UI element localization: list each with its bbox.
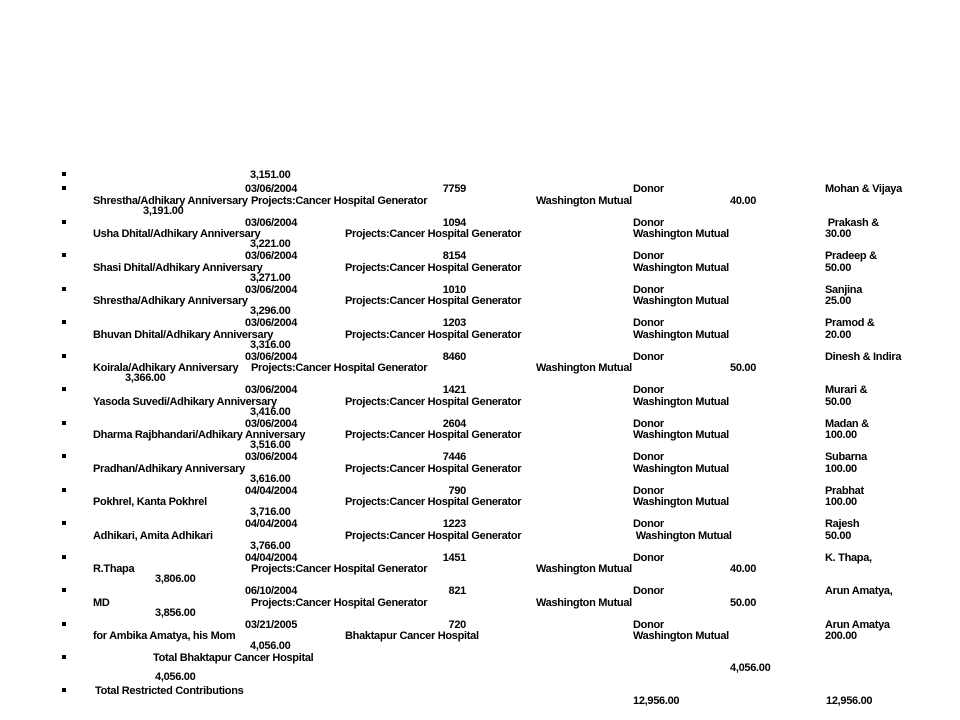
entry-donor: Dinesh & Indira [825, 350, 902, 363]
grand-total-amount-right: 12,956.00 [826, 694, 873, 707]
entry-memo: Projects:Cancer Hospital Generator [345, 228, 522, 240]
bullet-icon [62, 454, 66, 458]
entry-donor: K. Thapa, [825, 551, 872, 564]
entry-date: 04/04/2004 [245, 484, 298, 497]
entry-num: 2604 [442, 417, 466, 430]
entry-balance: 3,366.00 [125, 372, 166, 384]
bullet-icon [62, 588, 66, 592]
entry-memo: Projects:Cancer Hospital Generator [345, 529, 522, 542]
entry-num: 7446 [442, 451, 466, 463]
entry-memo: Projects:Cancer Hospital Generator [251, 596, 428, 609]
entry-date: 04/04/2004 [245, 518, 298, 530]
entry-amount: 50.00 [825, 529, 852, 542]
entry-balance: 3,856.00 [155, 606, 196, 619]
entry-name: Yasoda Suvedi/Adhikary Anniversary [93, 395, 277, 408]
entry-donor: Prakash & [825, 216, 879, 229]
entry-amount: 50.00 [825, 395, 852, 408]
bullet-icon [62, 220, 66, 224]
bullet-icon [62, 287, 66, 291]
entry-name: Bhuvan Dhital/Adhikary Anniversary [93, 328, 274, 341]
entry-bank: Washington Mutual [633, 228, 729, 240]
total-balance: 4,056.00 [155, 670, 196, 683]
entry-date: 03/06/2004 [245, 250, 298, 262]
entry-name: Koirala/Adhikary Anniversary [93, 362, 239, 374]
bullet-icon [62, 521, 66, 525]
entry-name: Dharma Rajbhandari/Adhikary Anniversary [93, 429, 306, 441]
entry-date: 03/06/2004 [245, 283, 298, 296]
entry-amount: 30.00 [825, 228, 852, 240]
entry-class: Donor [633, 518, 664, 530]
entry-class: Donor [633, 283, 664, 296]
entry-donor: Pradeep & [825, 250, 877, 262]
bullet-icon [62, 320, 66, 324]
entry-amount: 50.00 [730, 362, 757, 374]
entry-date: 03/06/2004 [245, 451, 298, 463]
entry-amount: 40.00 [730, 563, 757, 575]
entry-bank: Washington Mutual [536, 563, 632, 575]
entry-date: 03/21/2005 [245, 618, 298, 631]
entry-donor: Pramod & [825, 317, 875, 329]
entry-class: Donor [633, 551, 664, 564]
entry-balance: 3,191.00 [143, 204, 184, 217]
entry-name: for Ambika Amatya, his Mom [93, 630, 236, 642]
entry-name: Usha Dhital/Adhikary Anniversary [93, 228, 261, 240]
entry-bank: Washington Mutual [536, 362, 632, 374]
entry-class: Donor [633, 317, 664, 329]
entry-bank: Washington Mutual [536, 596, 632, 609]
entry-name: Adhikari, Amita Adhikari [93, 529, 213, 542]
entry-date: 03/06/2004 [245, 417, 298, 430]
entry-balance: 3,516.00 [250, 439, 291, 451]
entry-donor: Mohan & Vijaya [825, 183, 902, 195]
entry-balance: 3,766.00 [250, 539, 291, 552]
entry-amount: 50.00 [825, 261, 852, 274]
entry-num: 821 [448, 585, 466, 597]
entry-balance: 4,056.00 [250, 640, 291, 652]
entry-memo: Projects:Cancer Hospital Generator [345, 429, 522, 441]
entry-amount: 100.00 [825, 462, 857, 475]
entry-class: Donor [633, 451, 664, 463]
bullet-icon [62, 488, 66, 492]
entry-bank: Washington Mutual [633, 261, 729, 274]
entry-name: Shasi Dhital/Adhikary Anniversary [93, 261, 263, 274]
carry-balance: 3,151.00 [250, 169, 291, 181]
entry-bank: Washington Mutual [633, 395, 729, 408]
entry-num: 1223 [442, 518, 466, 530]
entry-amount: 100.00 [825, 429, 857, 441]
entry-memo: Projects:Cancer Hospital Generator [345, 462, 522, 475]
entry-class: Donor [633, 350, 664, 363]
entry-name: MD [93, 596, 110, 609]
entry-balance: 3,616.00 [250, 472, 291, 485]
entry-bank: Washington Mutual [633, 529, 732, 542]
entry-name: Pokhrel, Kanta Pokhrel [93, 496, 207, 508]
bullet-icon [62, 688, 66, 692]
entry-name: Pradhan/Adhikary Anniversary [93, 462, 245, 475]
entry-amount: 20.00 [825, 328, 852, 341]
entry-class: Donor [633, 216, 664, 229]
total-amount: 4,056.00 [730, 661, 771, 674]
entry-num: 8460 [442, 350, 466, 363]
entry-memo: Projects:Cancer Hospital Generator [345, 261, 522, 274]
entry-donor: Murari & [825, 384, 868, 396]
entry-num: 1421 [442, 384, 466, 396]
entry-name: Shrestha/Adhikary Anniversary [93, 194, 248, 207]
entry-memo: Bhaktapur Cancer Hospital [345, 630, 479, 642]
entry-donor: Madan & [825, 417, 869, 430]
entry-balance: 3,806.00 [155, 573, 196, 585]
entry-memo: Projects:Cancer Hospital Generator [345, 496, 522, 508]
entry-class: Donor [633, 484, 664, 497]
entry-amount: 25.00 [825, 295, 852, 307]
entry-date: 03/06/2004 [245, 350, 298, 363]
grand-total-amount-left: 12,956.00 [633, 694, 680, 707]
bullet-icon [62, 172, 66, 176]
entry-num: 1203 [442, 317, 466, 329]
entry-donor: Rajesh [825, 518, 860, 530]
entry-date: 04/04/2004 [245, 551, 298, 564]
entry-class: Donor [633, 585, 664, 597]
bullet-icon [62, 186, 66, 190]
entry-num: 7759 [442, 183, 466, 195]
entry-donor: Prabhat [825, 484, 864, 497]
entry-class: Donor [633, 183, 664, 195]
entry-num: 1451 [442, 551, 466, 564]
entry-balance: 3,221.00 [250, 238, 291, 250]
entry-balance: 3,316.00 [250, 338, 291, 351]
entry-donor: Arun Amatya, [825, 585, 893, 597]
entry-num: 720 [448, 618, 466, 631]
entry-amount: 40.00 [730, 194, 757, 207]
entry-amount: 200.00 [825, 630, 857, 642]
entry-amount: 100.00 [825, 496, 857, 508]
entry-date: 03/06/2004 [245, 384, 298, 396]
total-label: Total Bhaktapur Cancer Hospital [153, 652, 314, 664]
entry-bank: Washington Mutual [536, 194, 632, 207]
entry-bank: Washington Mutual [633, 630, 729, 642]
entry-memo: Projects:Cancer Hospital Generator [345, 395, 522, 408]
entry-class: Donor [633, 618, 664, 631]
entry-balance: 3,271.00 [250, 271, 291, 284]
bullet-icon [62, 354, 66, 358]
entry-memo: Projects:Cancer Hospital Generator [345, 295, 522, 307]
bullet-icon [62, 421, 66, 425]
grand-total-label: Total Restricted Contributions [95, 685, 244, 697]
entry-date: 03/06/2004 [245, 183, 298, 195]
entry-name: Shrestha/Adhikary Anniversary [93, 295, 248, 307]
entry-bank: Washington Mutual [633, 328, 729, 341]
entry-donor: Arun Amatya [825, 618, 890, 631]
entry-num: 8154 [442, 250, 466, 262]
entry-bank: Washington Mutual [633, 429, 729, 441]
entry-memo: Projects:Cancer Hospital Generator [251, 194, 428, 207]
entry-balance: 3,296.00 [250, 305, 291, 317]
entry-date: 03/06/2004 [245, 216, 298, 229]
entry-bank: Washington Mutual [633, 462, 729, 475]
entry-bank: Washington Mutual [633, 295, 729, 307]
bullet-icon [62, 387, 66, 391]
entry-bank: Washington Mutual [633, 496, 729, 508]
entry-date: 06/10/2004 [245, 585, 298, 597]
entry-num: 1094 [442, 216, 466, 229]
entry-balance: 3,416.00 [250, 405, 291, 418]
entry-num: 790 [448, 484, 466, 497]
entry-class: Donor [633, 384, 664, 396]
entry-num: 1010 [442, 283, 466, 296]
entry-donor: Subarna [825, 451, 867, 463]
entry-memo: Projects:Cancer Hospital Generator [251, 362, 428, 374]
entry-memo: Projects:Cancer Hospital Generator [251, 563, 428, 575]
entry-class: Donor [633, 417, 664, 430]
entry-amount: 50.00 [730, 596, 757, 609]
bullet-icon [62, 253, 66, 257]
entry-name: R.Thapa [93, 563, 135, 575]
bullet-icon [62, 655, 66, 659]
entry-donor: Sanjina [825, 283, 863, 296]
entry-date: 03/06/2004 [245, 317, 298, 329]
bullet-icon [62, 622, 66, 626]
entry-class: Donor [633, 250, 664, 262]
entry-memo: Projects:Cancer Hospital Generator [345, 328, 522, 341]
entry-balance: 3,716.00 [250, 506, 291, 518]
bullet-icon [62, 555, 66, 559]
